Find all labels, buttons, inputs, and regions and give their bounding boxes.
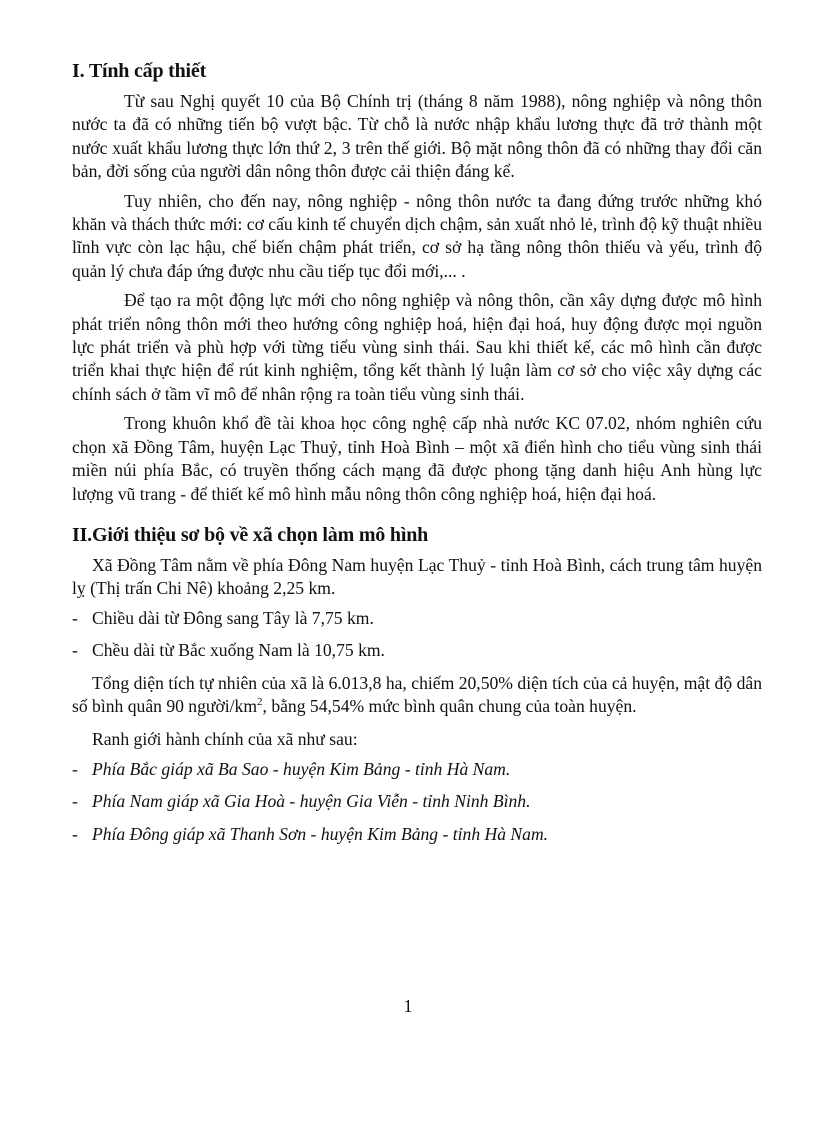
section-1-paragraph-4: Trong khuôn khổ đề tài khoa học công nghệ cấp nhà nước KC 07.02, nhóm nghiên cứu chọn xã Đồng Tâm, huyện Lạc Thuỷ, tỉnh Hoà Bình – một xã điển hình cho tiểu vùng sinh thái miền núi phía Bắc, có truyền thống cách mạng đã được phong tặng danh hiệu Anh hùng lực lượng vũ trang - để thiết kế mô hình mẫu nông thôn công nghiệp hoá, hiện đại hoá. <box>72 413 762 504</box>
boundary-east: Phía Đông giáp xã Thanh Sơn - huyện Kim Bảng - tỉnh Hà Nam. <box>92 823 549 844</box>
boundaries-list <box>72 758 762 846</box>
section-1-heading: I. Tính cấp thiết <box>72 60 207 82</box>
page-number: 1 <box>403 996 413 1016</box>
list-item <box>72 823 762 846</box>
list-item <box>72 758 762 781</box>
list-item <box>72 790 762 813</box>
dimensions-list <box>72 607 762 663</box>
boundary-south: Phía Nam giáp xã Gia Hoà - huyện Gia Viễn - tỉnh Ninh Bình. <box>92 791 531 812</box>
area-paragraph <box>72 672 762 719</box>
area-text-before: Tổng diện tích tự nhiên của xã là 6.013,8 ha, chiếm 20,50% diện tích của cả huyện, mật độ dân số bình quân 90 người/km <box>72 672 762 716</box>
boundary-north: Phía Bắc giáp xã Ba Sao - huyện Kim Bảng - tỉnh Hà Nam. <box>92 758 511 779</box>
list-item <box>72 607 762 630</box>
area-superscript: 2 <box>257 696 263 709</box>
section-1-paragraph-3: Để tạo ra một động lực mới cho nông nghiệp và nông thôn, cần xây dựng được mô hình phát triển nông thôn mới theo hướng công nghiệp hoá, hiện đại hoá, huy động được mọi nguồn lực phát triển và phù hợp với từng tiểu vùng sinh thái. Sau khi thiết kế, các mô hình cần được triển khai thực hiện để rút kinh nghiệm, tổng kết thành lý luận làm cơ sở cho việc xây dựng các chính sách ở tầm vĩ mô để nhân rộng ra toàn tiểu vùng sinh thái. <box>72 290 762 404</box>
section-2-heading: II.Giới thiệu sơ bộ về xã chọn làm mô hình <box>72 523 429 546</box>
dimension-north-south: Chều dài từ Bắc xuống Nam là 10,75 km. <box>92 640 385 661</box>
section-1-paragraph-1: Từ sau Nghị quyết 10 của Bộ Chính trị (tháng 8 năm 1988), nông nghiệp và nông thôn nước ta đã có những tiến bộ vượt bậc. Từ chỗ là nước nhập khẩu lương thực đã trở thành một nước xuất khẩu lương thực lớn thứ 2, 3 trên thế giới. Bộ mặt nông thôn đã có những thay đổi căn bản, đời sống của người dân nông thôn được cải thiện đáng kể. <box>72 91 762 182</box>
list-item <box>72 639 762 662</box>
boundary-intro: Ranh giới hành chính của xã như sau: <box>92 729 358 750</box>
document-page <box>72 56 762 855</box>
section-1-paragraph-2: Tuy nhiên, cho đến nay, nông nghiệp - nông thôn nước ta đang đứng trước những khó khăn và thách thức mới: cơ cấu kinh tế chuyển dịch chậm, sản xuất nhỏ lẻ, trình độ kỹ thuật nhiều lĩnh vực còn lạc hậu, chế biến chậm phát triển, cơ sở hạ tầng nông thôn thiếu và yếu, trình độ quản lý chưa đáp ứng được nhu cầu tiếp tục đổi mới,... . <box>72 190 762 281</box>
dimension-east-west: Chiều dài từ Đông sang Tây là 7,75 km. <box>92 607 374 628</box>
section-2-intro: Xã Đồng Tâm nằm về phía Đông Nam huyện Lạc Thuỷ - tỉnh Hoà Bình, cách trung tâm huyện lỵ (Thị trấn Chi Nê) khoảng 2,25 km. <box>72 554 762 599</box>
area-text-after: , bằng 54,54% mức bình quân chung của toàn huyện. <box>262 695 637 716</box>
